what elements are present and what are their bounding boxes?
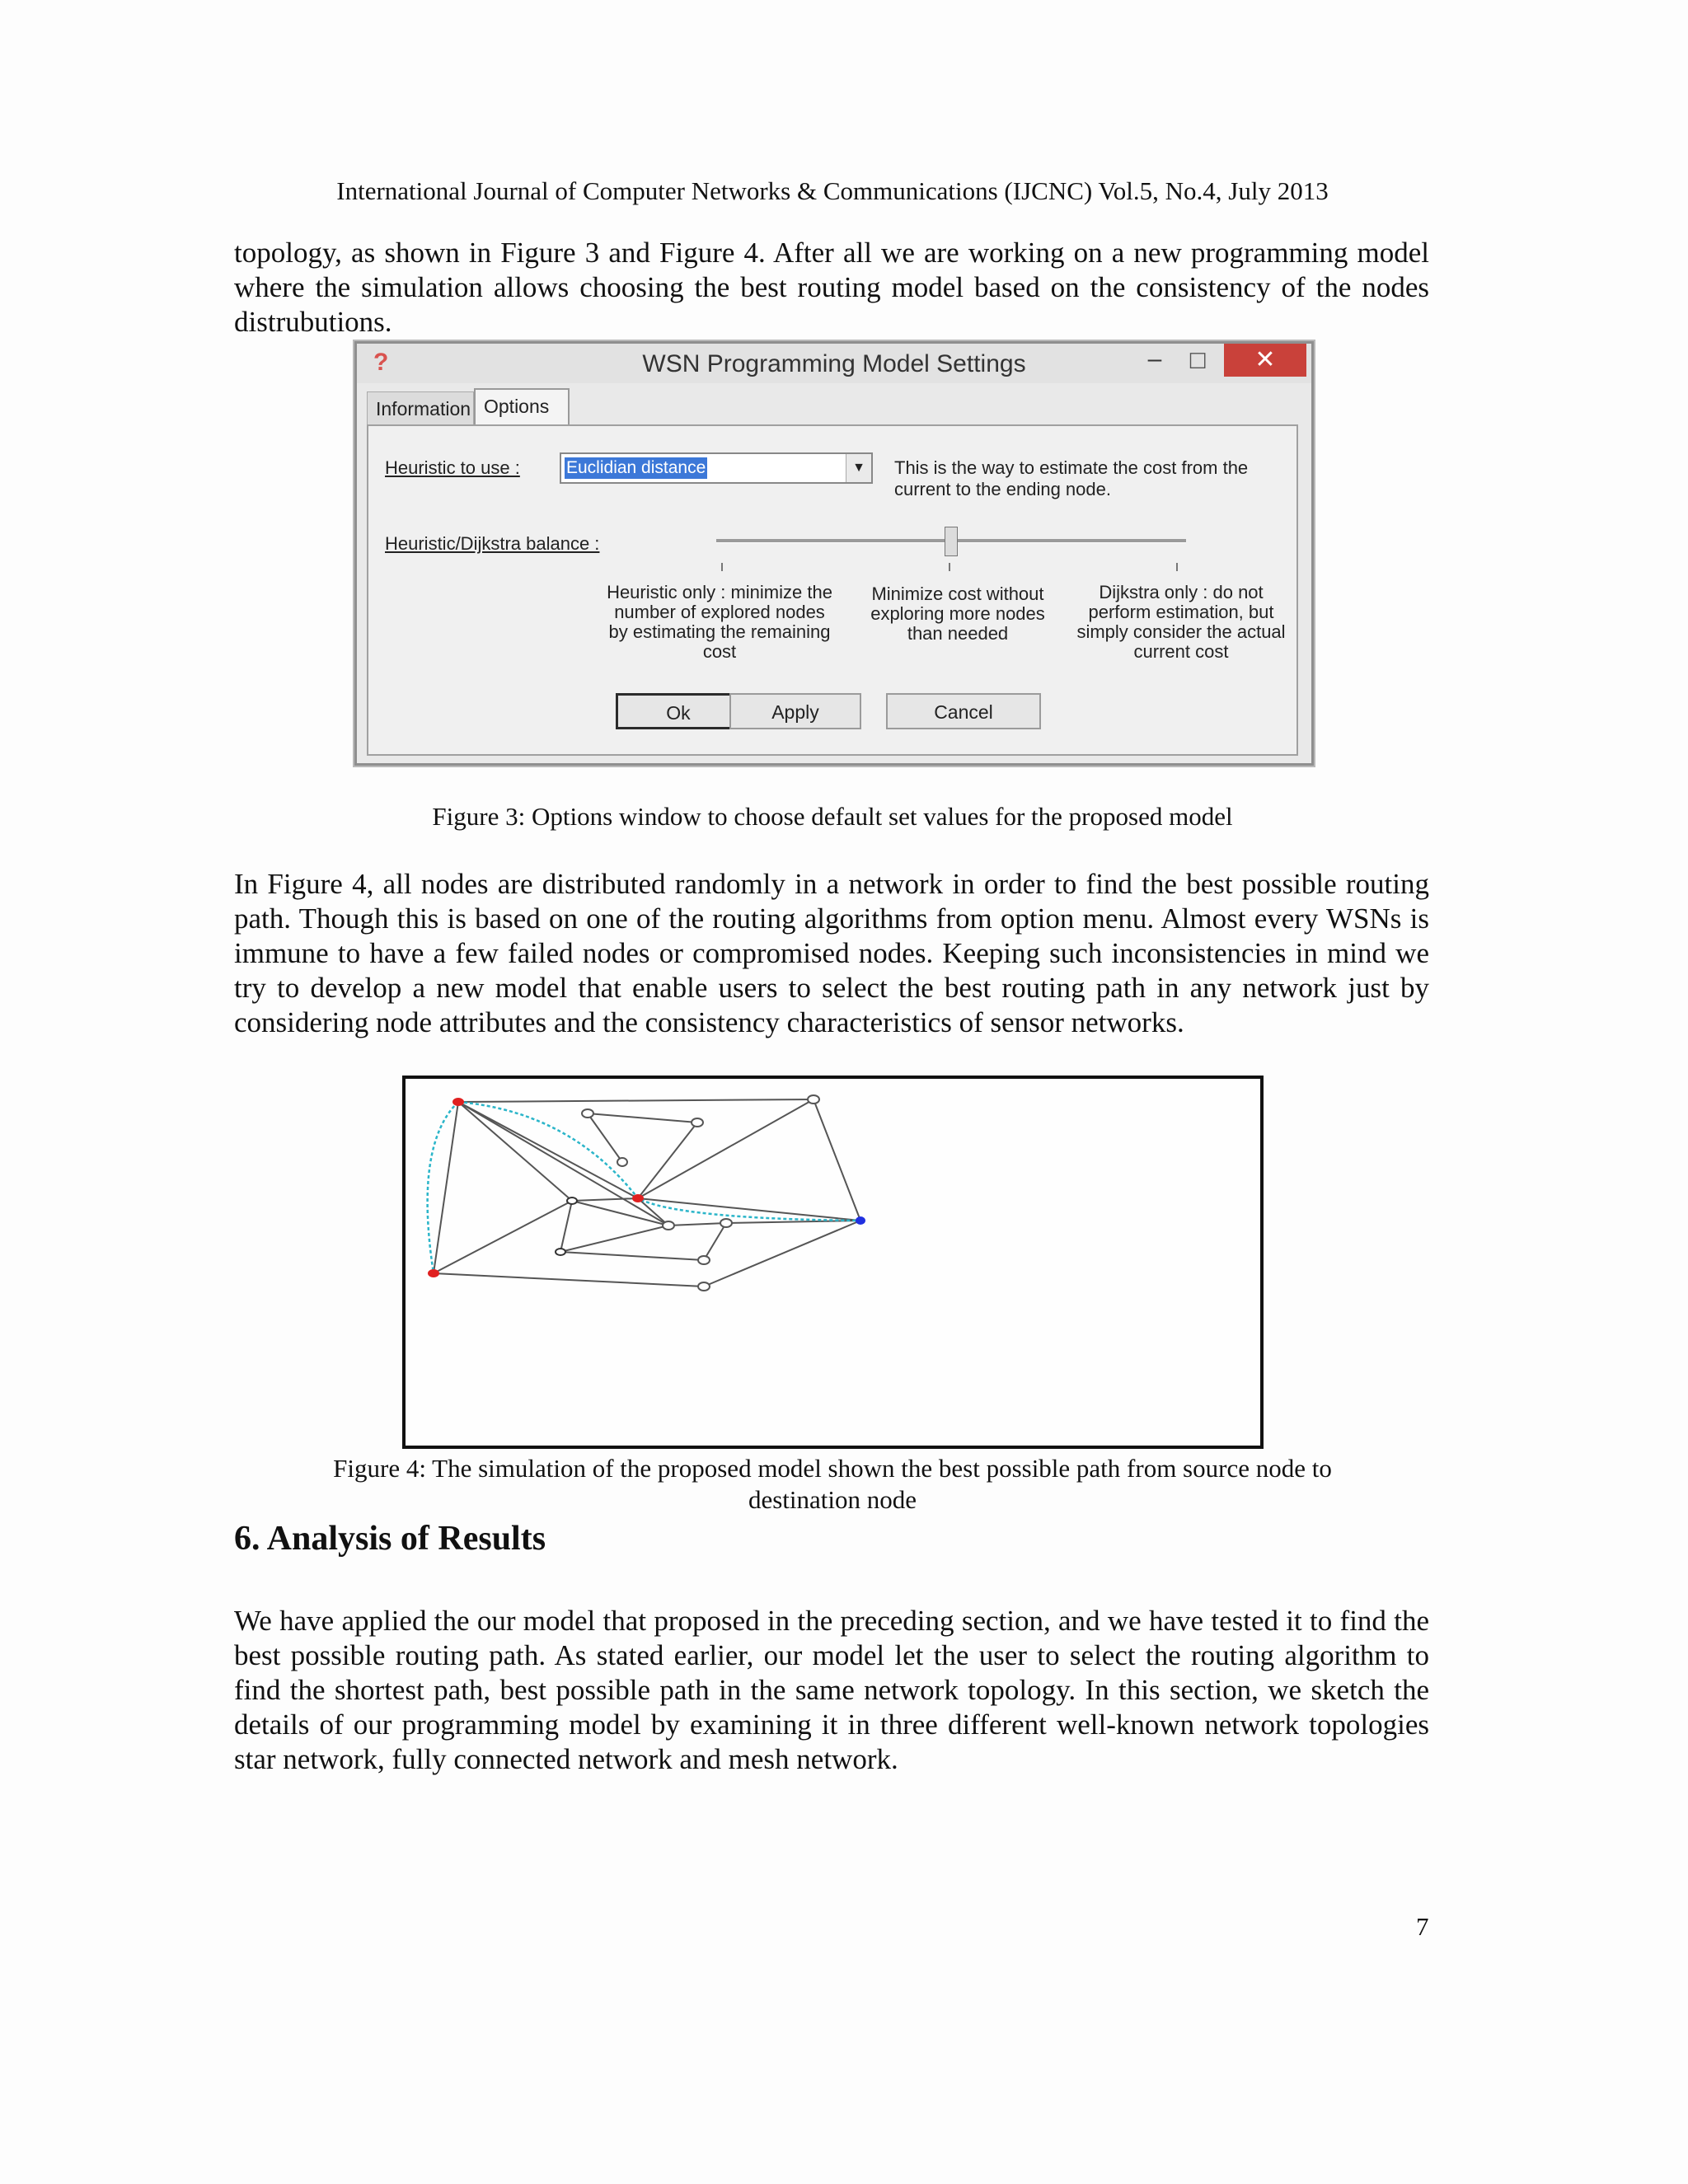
edge <box>704 1221 860 1286</box>
network-graph <box>406 1079 1260 1446</box>
figure-4-caption-line1: Figure 4: The simulation of the proposed model shown the best possible path from source node to <box>333 1454 1332 1483</box>
edge <box>560 1252 704 1260</box>
figure-3-caption: Figure 3: Options window to choose default set values for the proposed model <box>432 802 1233 831</box>
edge <box>572 1198 638 1201</box>
slider-tick <box>949 563 950 571</box>
node <box>698 1256 710 1264</box>
page-number: 7 <box>1416 1912 1429 1941</box>
balance-slider-thumb[interactable] <box>945 527 958 556</box>
option-heuristic-only: Heuristic only : minimize the number of explored nodes by estimating the remaining cost <box>607 582 832 662</box>
minimize-icon[interactable]: – <box>1147 345 1162 373</box>
edge <box>434 1201 572 1273</box>
destination-node <box>856 1216 865 1225</box>
figure-4-caption-line2: destination node <box>748 1485 917 1514</box>
node <box>663 1221 674 1230</box>
slider-tick <box>721 563 723 571</box>
dialog-title: WSN Programming Model Settings <box>642 350 1026 377</box>
path-node <box>428 1269 439 1277</box>
figure-4-caption <box>0 1453 1665 1516</box>
dialog-titlebar[interactable] <box>357 344 1311 383</box>
option-balanced: Minimize cost without exploring more nodes than needed <box>870 583 1045 644</box>
paragraph-network: In Figure 4, all nodes are distributed randomly in a network in order to find the best possible routing path. Though this is based on one of the routing algorithms from option menu. Almost every WSNs is immune to have a few failed nodes or compromised nodes. Keeping such inconsistencies in mind we try to develop a new model that enable users to select the best routing path in any network just by considering node attributes and the consistency characteristics of sensor networks. <box>234 868 1429 1038</box>
network-figure <box>402 1076 1264 1449</box>
heuristic-selected-value: Euclidian distance <box>566 458 706 477</box>
heuristic-hint: This is the way to estimate the cost from the current to the ending node. <box>894 457 1249 499</box>
tab-information[interactable]: Information <box>367 391 474 424</box>
edge <box>638 1099 814 1198</box>
edge <box>458 1102 638 1198</box>
best-path-segment <box>428 1102 458 1273</box>
source-node <box>452 1098 464 1106</box>
close-button[interactable]: ✕ <box>1224 344 1306 377</box>
edge <box>434 1273 704 1286</box>
node <box>808 1095 819 1104</box>
section-heading: 6. Analysis of Results <box>234 1520 546 1558</box>
edge <box>588 1113 697 1122</box>
node <box>567 1197 577 1204</box>
edge <box>458 1099 814 1102</box>
node <box>556 1249 565 1255</box>
edge <box>560 1201 572 1252</box>
node <box>720 1219 732 1227</box>
edge <box>814 1099 860 1221</box>
maximize-icon[interactable]: ☐ <box>1188 349 1207 373</box>
edge <box>704 1223 726 1260</box>
help-icon[interactable]: ? <box>373 349 389 376</box>
heuristic-label: Heuristic to use : <box>385 457 520 478</box>
edge <box>638 1122 697 1198</box>
balance-label: Heuristic/Dijkstra balance : <box>385 533 600 554</box>
network-edges <box>434 1099 860 1286</box>
cancel-button[interactable]: Cancel <box>886 693 1041 729</box>
edge <box>458 1102 668 1226</box>
edge <box>668 1223 726 1226</box>
node <box>692 1118 703 1127</box>
edge <box>726 1221 860 1223</box>
node <box>582 1109 593 1118</box>
edge <box>434 1102 458 1273</box>
node <box>617 1158 627 1166</box>
chevron-down-icon[interactable]: ▼ <box>846 454 871 482</box>
tab-options[interactable]: Options <box>474 388 570 426</box>
edge <box>588 1113 622 1162</box>
paragraph-analysis: We have applied the our model that proposed in the preceding section, and we have tested it to find the best possible routing path. As stated earlier, our model let the user to select the routing algorithm to find the shortest path, best possible path in the same network topology. In this section, we sketch the details of our programming model by examining it in three different well-known network topologies star network, fully connected network and mesh network. <box>234 1605 1429 1775</box>
paragraph-intro: topology, as shown in Figure 3 and Figure 4. After all we are working on a new programming model where the simulation allows choosing the best routing model based on the consistency of the nodes distrubutions. <box>234 237 1429 338</box>
slider-tick <box>1176 563 1178 571</box>
running-header: International Journal of Computer Networks & Communications (IJCNC) Vol.5, No.4, July 2013 <box>336 176 1329 205</box>
edge <box>458 1102 572 1201</box>
option-dijkstra-only: Dijkstra only : do not perform estimation, but simply consider the actual current cost <box>1076 582 1286 662</box>
ok-button[interactable]: Ok <box>616 693 741 729</box>
settings-dialog <box>354 341 1314 766</box>
heuristic-select[interactable] <box>560 452 873 484</box>
path-node <box>632 1194 644 1202</box>
apply-button[interactable]: Apply <box>729 693 861 729</box>
node <box>698 1282 710 1291</box>
edge <box>560 1226 668 1252</box>
